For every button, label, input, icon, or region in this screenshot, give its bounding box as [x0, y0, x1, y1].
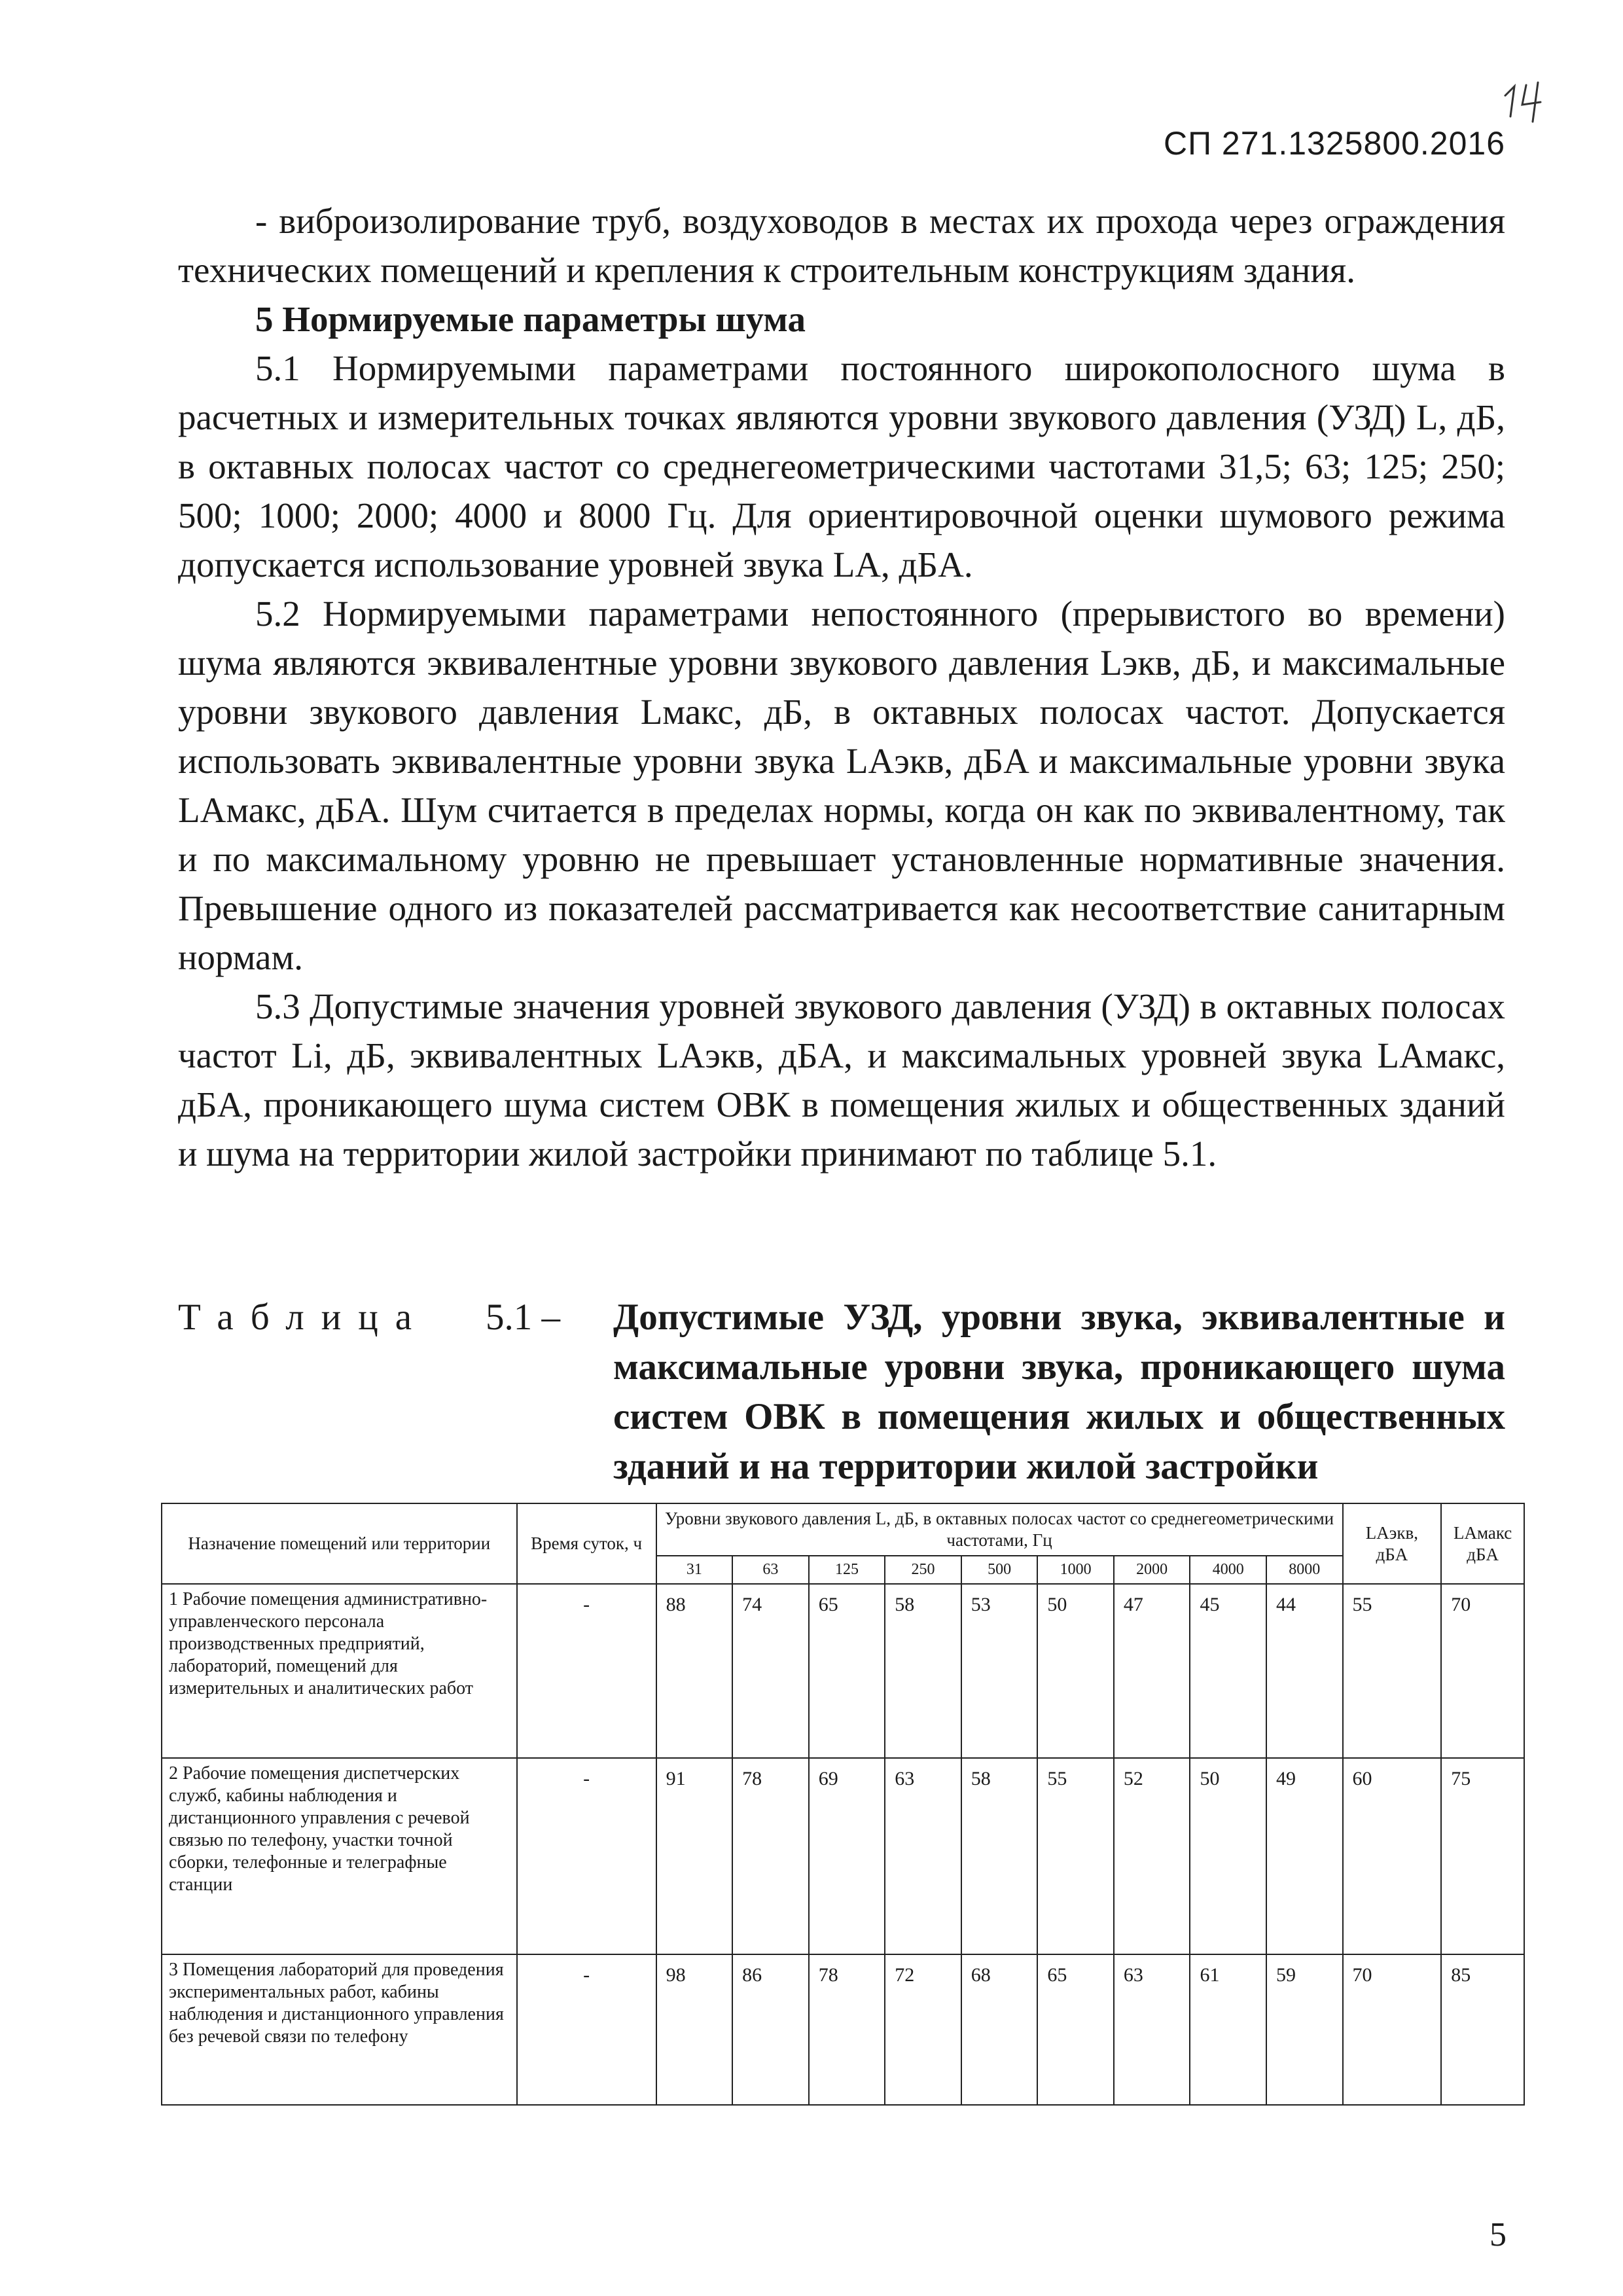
row-time: -	[517, 1758, 656, 1954]
freq-cell: 1000	[1037, 1556, 1114, 1584]
paragraph-intro: - виброизолирование труб, воздуховодов в местах их прохода через ограждения технических помещений и крепления к строительным конструкциям здания.	[178, 201, 1505, 290]
row-name: 2 Рабочие помещения диспетчерских служб, кабины наблюдения и дистанционного управления с речевой связью по телефону, участки точной сборки, телефонные и телеграфные станции	[162, 1758, 517, 1954]
paragraph-5-3: 5.3 Допустимые значения уровней звукового давления (УЗД) в октавных полосах частот Li, дБ, эквивалентных LAэкв, дБA, и максимальных уровней звука LAмакс, дБA, проникающего шума систем ОВК в помещения жилых и общественных зданий и шума на территории жилой застройки принимают по таблице 5.1.	[178, 986, 1505, 1174]
row-name: 1 Рабочие помещения административно-управленческого персонала производственных предприятий, лабораторий, помещений для измерительных и аналитических работ	[162, 1584, 517, 1758]
header-laekv: LAэкв, дБA	[1343, 1503, 1442, 1584]
table-row	[162, 1758, 1524, 1954]
value-cell: 91	[656, 1758, 733, 1954]
value-cell: 53	[961, 1584, 1038, 1758]
value-cell: 63	[1114, 1954, 1190, 2105]
value-cell: 63	[885, 1758, 961, 1954]
header-levels: Уровни звукового давления L, дБ, в октавных полосах частот со среднегеометрическими частотами, Гц	[656, 1503, 1343, 1556]
value-cell: 50	[1037, 1584, 1114, 1758]
value-cell: 69	[809, 1758, 885, 1954]
freq-cell: 250	[885, 1556, 961, 1584]
header-purpose: Назначение помещений или территории	[162, 1503, 517, 1584]
row-name: 3 Помещения лабораторий для проведения экспериментальных работ, кабины наблюдения и дистанционного управления без речевой связи по телефону	[162, 1954, 517, 2105]
lamaks-cell: 75	[1441, 1758, 1524, 1954]
value-cell: 49	[1266, 1758, 1343, 1954]
page-number: 5	[1489, 2216, 1507, 2253]
value-cell: 86	[732, 1954, 809, 2105]
value-cell: 55	[1037, 1758, 1114, 1954]
document-id: СП 271.1325800.2016	[1163, 125, 1505, 162]
value-cell: 78	[732, 1758, 809, 1954]
value-cell: 44	[1266, 1584, 1343, 1758]
row-time: -	[517, 1954, 656, 2105]
value-cell: 50	[1190, 1758, 1266, 1954]
header-time: Время суток, ч	[517, 1503, 656, 1584]
header-lamaks: LAмакс дБA	[1441, 1503, 1524, 1584]
paragraph-5-1: 5.1 Нормируемыми параметрами постоянного широкополосного шума в расчетных и измерительных точках являются уровни звукового давления (УЗД) L, дБ, в октавных полосах частот со среднегеометрическими частотами 31,5; 63; 125; 250; 500; 1000; 2000; 4000 и 8000 Гц. Для ориентировочной оценки шумового режима допускается использование уровней звука LA, дБA.	[178, 348, 1505, 584]
laekv-cell: 70	[1343, 1954, 1442, 2105]
laekv-cell: 55	[1343, 1584, 1442, 1758]
value-cell: 58	[885, 1584, 961, 1758]
value-cell: 74	[732, 1584, 809, 1758]
value-cell: 45	[1190, 1584, 1266, 1758]
freq-cell: 8000	[1266, 1556, 1343, 1584]
value-cell: 72	[885, 1954, 961, 2105]
freq-cell: 2000	[1114, 1556, 1190, 1584]
value-cell: 61	[1190, 1954, 1266, 2105]
table-caption	[178, 1293, 1505, 1492]
value-cell: 78	[809, 1954, 885, 2105]
freq-cell: 500	[961, 1556, 1038, 1584]
caption-prefix: Таблица	[178, 1297, 429, 1338]
value-cell: 47	[1114, 1584, 1190, 1758]
caption-number: 5.1 –	[486, 1297, 560, 1338]
freq-cell: 63	[732, 1556, 809, 1584]
laekv-cell: 60	[1343, 1758, 1442, 1954]
value-cell: 88	[656, 1584, 733, 1758]
value-cell: 58	[961, 1758, 1038, 1954]
freq-cell: 31	[656, 1556, 733, 1584]
freq-cell: 125	[809, 1556, 885, 1584]
section-heading: 5 Нормируемые параметры шума	[255, 299, 806, 339]
value-cell: 98	[656, 1954, 733, 2105]
value-cell: 65	[1037, 1954, 1114, 2105]
value-cell: 68	[961, 1954, 1038, 2105]
caption-title: Допустимые УЗД, уровни звука, эквивалентные и максимальные уровни звука, проникающего шума систем ОВК в помещения жилых и общественных зданий и на территории жилой застройки	[613, 1297, 1505, 1487]
row-time: -	[517, 1584, 656, 1758]
noise-table	[161, 1503, 1525, 2106]
freq-cell: 4000	[1190, 1556, 1266, 1584]
paragraph-5-2: 5.2 Нормируемыми параметрами непостоянного (прерывистого во времени) шума являются эквивалентные уровни звукового давления Lэкв, дБ, и максимальные уровни звукового давления Lмакс, дБ, в октавных полосах частот. Допускается использовать эквивалентные уровни звука LAэкв, дБA и максимальные уровни звука LAмакс, дБA. Шум считается в пределах нормы, когда он как по эквивалентному, так и по максимальному уровню не превышает установленные нормативные значения. Превышение одного из показателей рассматривается как несоответствие санитарным нормам.	[178, 594, 1505, 977]
table-header-row	[162, 1503, 1524, 1556]
lamaks-cell: 70	[1441, 1584, 1524, 1758]
value-cell: 65	[809, 1584, 885, 1758]
table-row	[162, 1584, 1524, 1758]
value-cell: 52	[1114, 1758, 1190, 1954]
body-text	[178, 196, 1505, 1178]
value-cell: 59	[1266, 1954, 1343, 2105]
table-row	[162, 1954, 1524, 2105]
lamaks-cell: 85	[1441, 1954, 1524, 2105]
